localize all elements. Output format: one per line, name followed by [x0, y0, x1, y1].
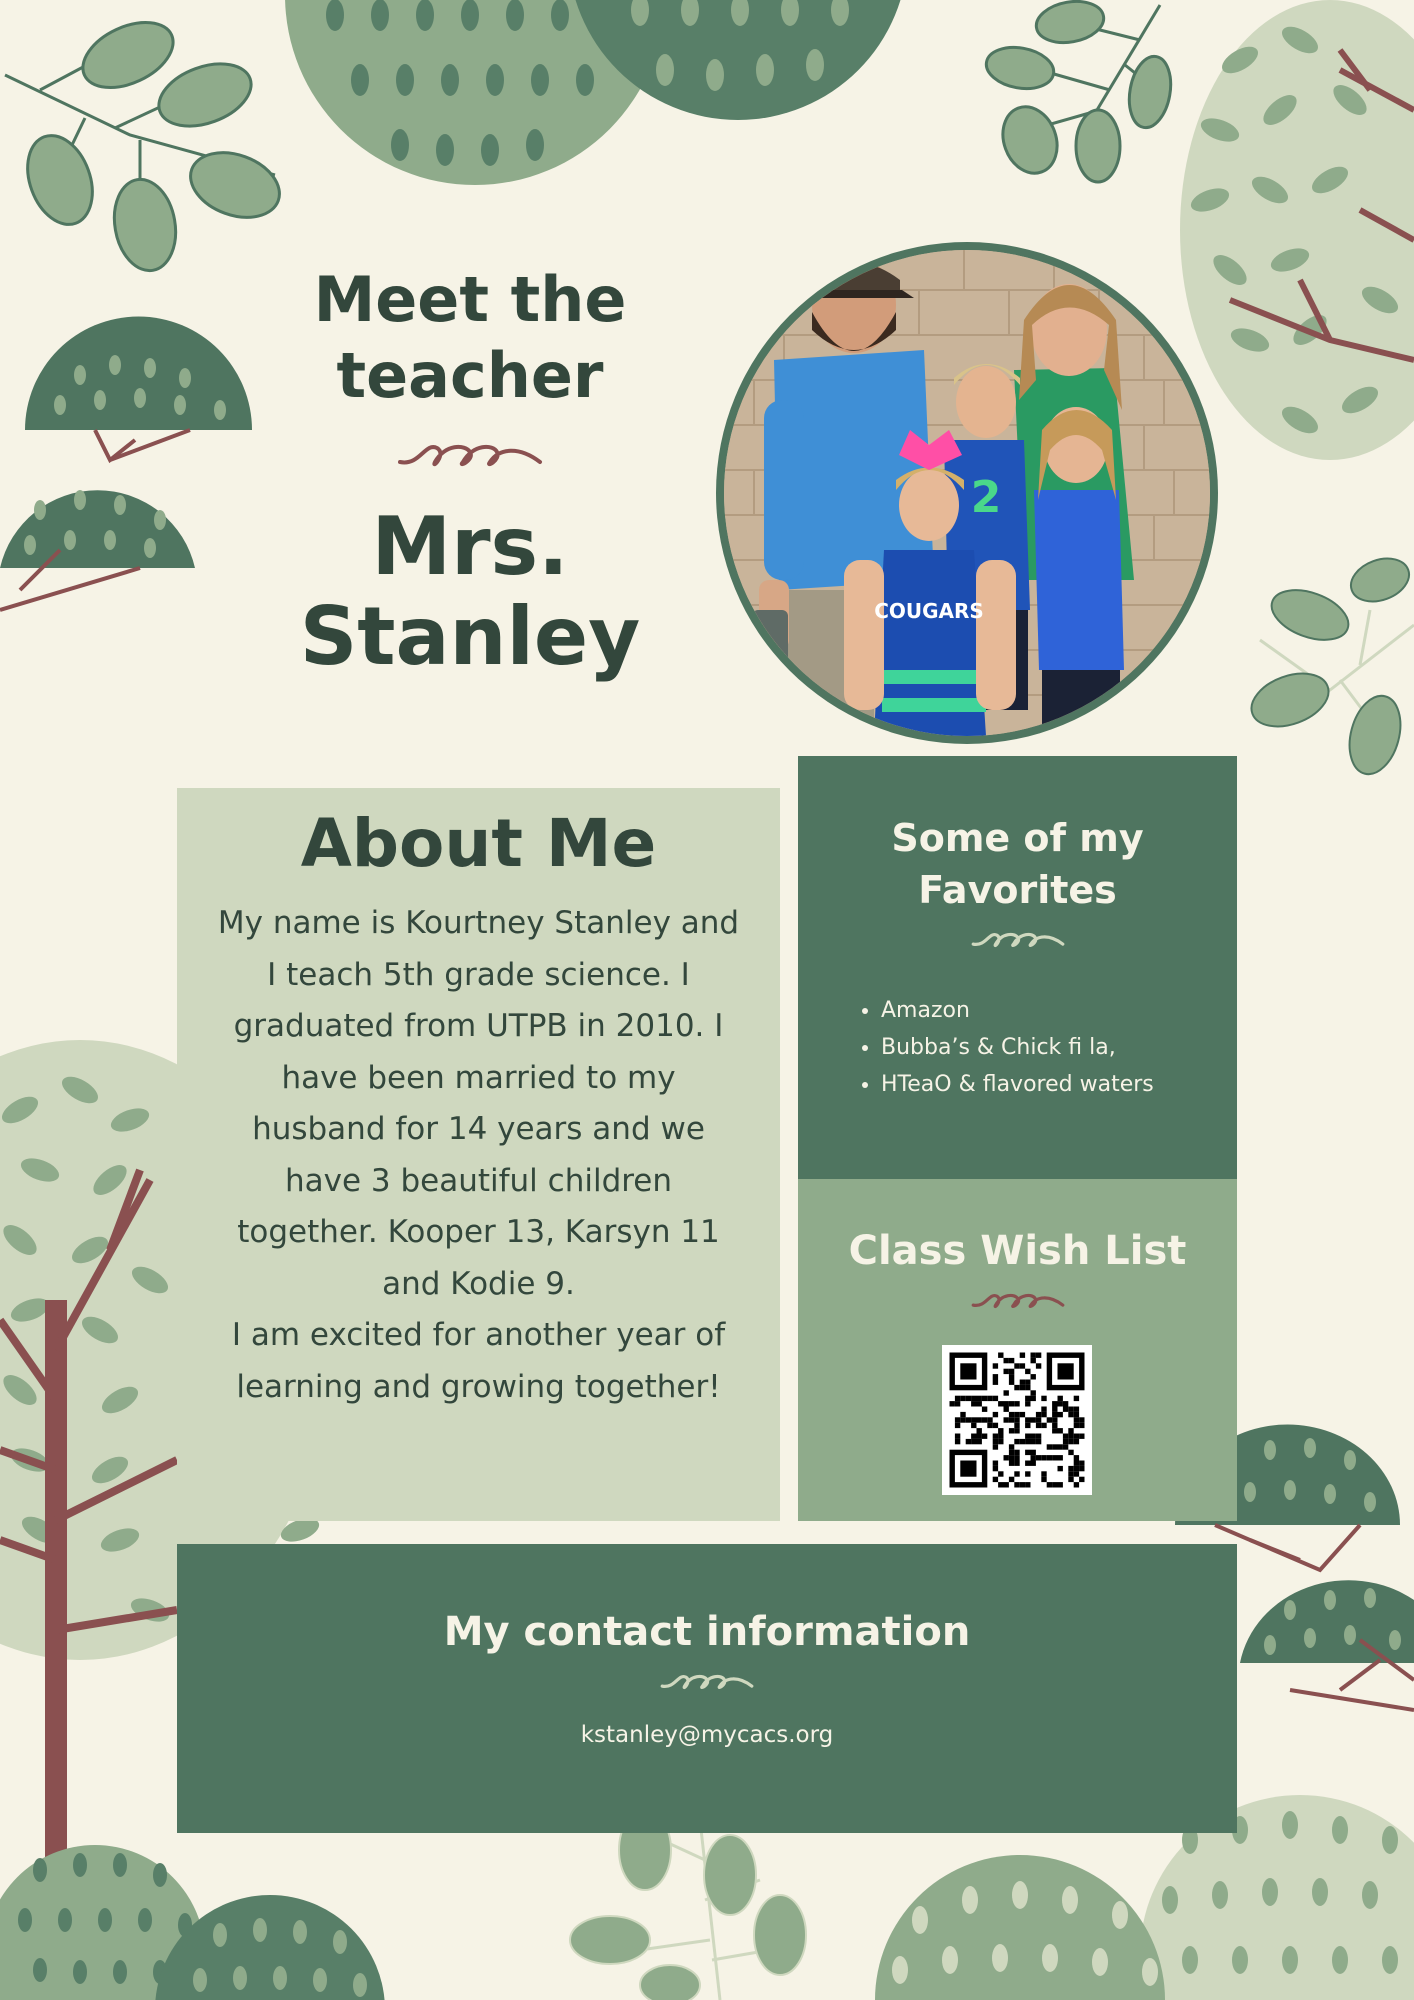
- heading-block: [290, 262, 650, 682]
- family-photo-frame: [716, 242, 1218, 744]
- contact-email[interactable]: kstanley@mycacs.org: [580, 1722, 834, 1748]
- jersey-number: 2: [970, 472, 1002, 523]
- about-text: My name is Kourtney Stanley and I teach 5th grade science. I graduated from UTPB in 2010. I have been married to my husband for 14 years and we have 3 beautiful children together. Kooper 13, Karsyn 11 and Kodie 9. I am excited for another year of learning and growing together!: [217, 905, 740, 1405]
- favorites-panel: [798, 756, 1237, 1179]
- squiggle-divider-icon: [970, 1287, 1066, 1313]
- favorites-list: [798, 992, 1237, 1103]
- family-photo: [724, 250, 1210, 736]
- list-item: • Amazon: [881, 992, 1237, 1029]
- list-item: • Bubba’s & Chick fi la,: [881, 1029, 1237, 1066]
- contact-panel: [177, 1544, 1237, 1833]
- about-me-panel: [177, 788, 780, 1521]
- squiggle-divider-icon: [659, 1668, 755, 1694]
- page-title: Meet the teacher: [313, 263, 627, 412]
- list-item: • HTeaO & flavored waters: [881, 1066, 1237, 1103]
- jersey-text: COUGARS: [874, 599, 984, 623]
- squiggle-divider-icon: [395, 436, 545, 472]
- favorites-title: Some of my Favorites: [891, 816, 1144, 912]
- top-bush-icon: [285, 0, 908, 185]
- about-title: About Me: [300, 805, 657, 882]
- qr-code[interactable]: [942, 1345, 1092, 1495]
- squiggle-divider-icon: [970, 926, 1066, 952]
- wish-list-title: Class Wish List: [848, 1228, 1187, 1274]
- contact-title: My contact information: [443, 1609, 971, 1655]
- teacher-name: Mrs. Stanley: [299, 500, 641, 683]
- wish-list-panel: [798, 1179, 1237, 1521]
